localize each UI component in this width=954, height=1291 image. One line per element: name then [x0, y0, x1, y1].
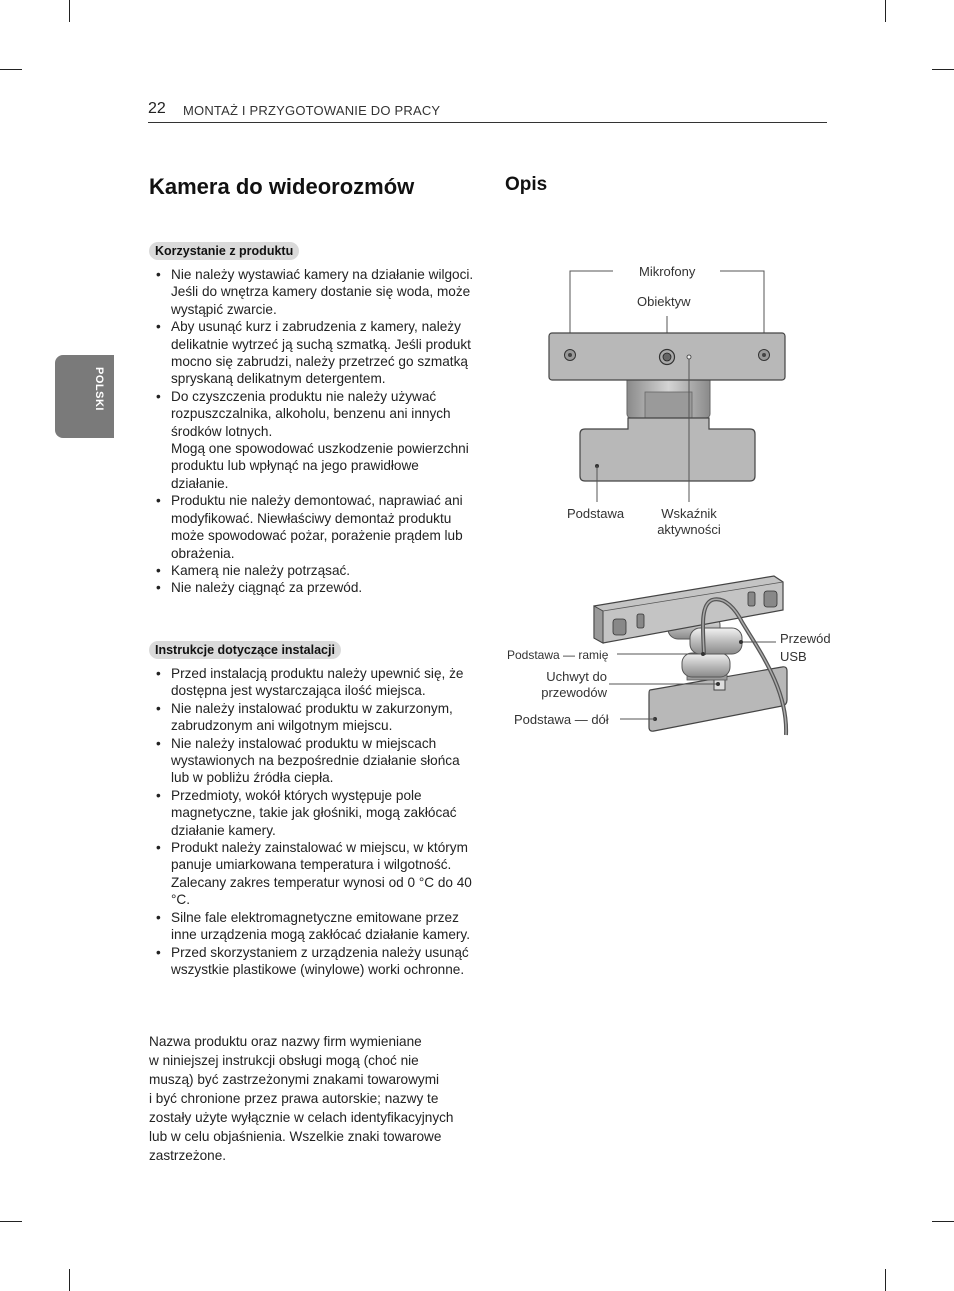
description-title: Opis: [505, 174, 548, 195]
activity-indicator: [687, 355, 691, 359]
list-item-text: Nie należy wystawiać kamery na działanie wilgoci. Jeśli do wnętrza kamery dostanie się woda, może wystąpić zwarcie.: [171, 267, 474, 317]
list-item-text: Przedmioty, wokół których występuje pole magnetyczne, takie jak głośniki, mogą zakłócać działanie kamery.: [171, 787, 457, 838]
stand-arm: [690, 628, 742, 654]
label-line: Wskaźnik: [661, 506, 717, 521]
trademark-note: Nazwa produktu oraz nazwy firm wymieniane w niniejszej instrukcji obsługi mogą (choć nie muszą) być zastrzeżonymi znakami towarowymi i być chronione przez prawa autorskie; nazwy te zostały użyte wyłącznie w celach identyfikacyjnych lub w celu objaśnienia. Wszelkie znaki towarowe zastrzeżone.: [149, 1034, 454, 1163]
list-item-text: Silne fale elektromagnetyczne emitowane przez inne urządzenia mogą zakłócać działanie kamery.: [171, 909, 470, 943]
label-microphones: Mikrofony: [639, 264, 696, 279]
label-line: aktywności: [657, 522, 721, 537]
list-item-text: Przed instalacją produktu należy upewnić się, że dostępna jest wystarczająca ilość miejsca.: [171, 666, 464, 699]
list-item-continuation: Mogą one spowodować uszkodzenie powierzchni produktu lub wpłynąć na jego prawidłowe działanie.: [171, 441, 469, 491]
list-item-text: Aby usunąć kurz i zabrudzenia z kamery, należy delikatnie wytrzeć ją suchą szmatką. Jeśli produkt mocno się zabrudzi, należy przetrzeć go szmatką spryskaną delikatnym detergentem.: [171, 319, 471, 387]
list-item-text: Produkt należy zainstalować w miejscu, w którym panuje umiarkowana temperatura i wilgotność. Zalecany zakres temperatur wynosi od 0 °C do 40 °C.: [171, 840, 472, 908]
label-line: Uchwyt do: [546, 669, 607, 684]
page-title: Kamera do wideorozmów: [149, 174, 415, 199]
page-number: 22: [148, 100, 166, 117]
language-tab-label: POLSKI: [93, 367, 105, 411]
label-line: przewodów: [541, 685, 607, 700]
label-stand-arm: Podstawa — ramię: [507, 648, 609, 662]
usage-heading: Korzystanie z produktu: [149, 242, 299, 260]
label-stand-bottom: Podstawa — dół: [514, 712, 609, 727]
section-title: MONTAŻ I PRZYGOTOWANIE DO PRACY: [183, 103, 441, 118]
list-item-text: Nie należy instalować produktu w zakurzonym, zabrudzonym ani wilgotnym miejscu.: [171, 700, 453, 734]
list-item-text: Przed skorzystaniem z urządzenia należy usunąć wszystkie plastikowe (winylowe) worki ochronne.: [171, 944, 469, 977]
stand-arm-lower: [682, 653, 730, 677]
camera-back-view: [594, 576, 787, 735]
label-line: USB: [780, 649, 807, 664]
install-heading: Instrukcje dotyczące instalacji: [149, 641, 341, 659]
label-lens: Obiektyw: [637, 294, 691, 309]
list-item-text: Do czyszczenia produktu nie należy używać rozpuszczalnika, alkoholu, benzenu ani innych środków lotnych.: [171, 388, 451, 439]
stand: [580, 418, 755, 481]
list-item-text: Nie należy instalować produktu w miejscach wystawionych na bezpośrednie działanie słońca lub w pobliżu źródła ciepła.: [171, 735, 460, 786]
label-stand: Podstawa: [567, 506, 625, 521]
list-item-text: Produktu nie należy demontować, naprawiać ani modyfikować. Niewłaściwy demontaż produktu może spowodować pożar, porażenie prądem lub obrażenia.: [171, 493, 463, 561]
label-activity-indicator: [654, 506, 724, 538]
list-item-text: Nie należy ciągnąć za przewód.: [171, 580, 363, 596]
label-line: Przewód: [780, 631, 831, 646]
label-usb-cable: [780, 630, 831, 666]
list-item-text: Kamerą nie należy potrząsać.: [171, 562, 351, 578]
label-cable-holder: [530, 669, 607, 701]
